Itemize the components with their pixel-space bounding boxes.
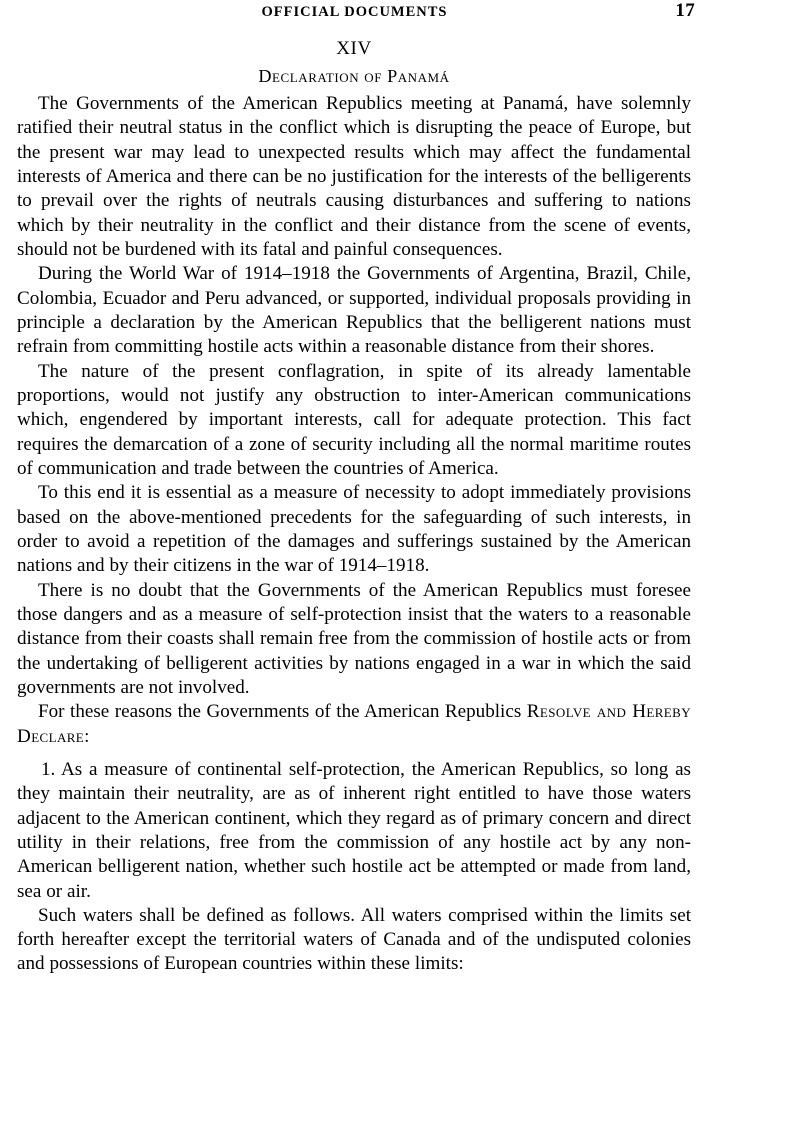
numbered-item-1: 1. As a measure of continental self-protection, the American Republics, so long as they maintain their neutrality, are as of inherent right entitled to have those waters adjacent to the American continent, which they regard as of primary concern and direct utility in their relations, free from the commission of any hostile act by any non-American belligerent nation, whether such hostile act be attempted or made from land, sea or air.: [17, 758, 691, 902]
paragraph: The Governments of the American Republics meeting at Panamá, have solemnly ratified their neutral status in the conflict which is disrupting the peace of Europe, but the present war may lead to unexpected results which may affect the fundamental interests of America and there can be no justification for the interests of the belligerents to prevail over the rights of neutrals causing disturbances and suffering to nations which by their neutrality in the conflict and their distance from the scene of events, should not be burdened with its fatal and painful consequences.: [17, 93, 691, 260]
page-number: 17: [675, 0, 695, 21]
paragraph: To this end it is essential as a measure of necessity to adopt immediately provisions based on the above-mentioned precedents for the safeguarding of such interests, in order to avoid a repetition of the damages and sufferings sustained by the American nations and by their citizens in the war of 1914–1918.: [17, 482, 691, 577]
running-head-title: OFFICIAL DOCUMENTS: [261, 4, 448, 20]
paragraph: There is no doubt that the Governments of the American Republics must foresee those dangers and as a measure of self-protection insist that the waters to a reasonable distance from their coasts shall remain free from the commission of hostile acts or from the undertaking of belligerent activities by nations engaged in a war in which the said governments are not involved.: [17, 579, 691, 698]
body-text-block: [17, 36, 691, 977]
resolve-lead-text: For these reasons the Governments of the American Republics: [38, 701, 527, 723]
paragraph: During the World War of 1914–1918 the Governments of Argentina, Brazil, Chile, Colombia, Ecuador and Peru advanced, or supported, individual proposals providing in principle a declaration by the American Republics that the belligerent nations must refrain from committing hostile acts within a reasonable distance from their shores.: [17, 263, 691, 358]
resolve-declare-smallcaps: Resolve and Hereby Declare:: [17, 701, 691, 747]
paragraph: The nature of the present conflagration, in spite of its already lamentable proportions, would not justify any obstruction to inter-American communications which, engendered by important interests, call for adequate protection. This fact requires the demarcation of a zone of security including all the normal maritime routes of communication and trade between the countries of America.: [17, 360, 691, 479]
section-title: Declaration of Panamá: [258, 66, 450, 86]
paragraph: Such waters shall be defined as follows. All waters comprised within the limits set forth hereafter except the territorial waters of Canada and of the undisputed colonies and possessions of European countries within these limits:: [17, 904, 691, 975]
section-number: XIV: [336, 38, 372, 59]
resolve-paragraph: [17, 700, 691, 749]
running-head: [17, 0, 695, 23]
